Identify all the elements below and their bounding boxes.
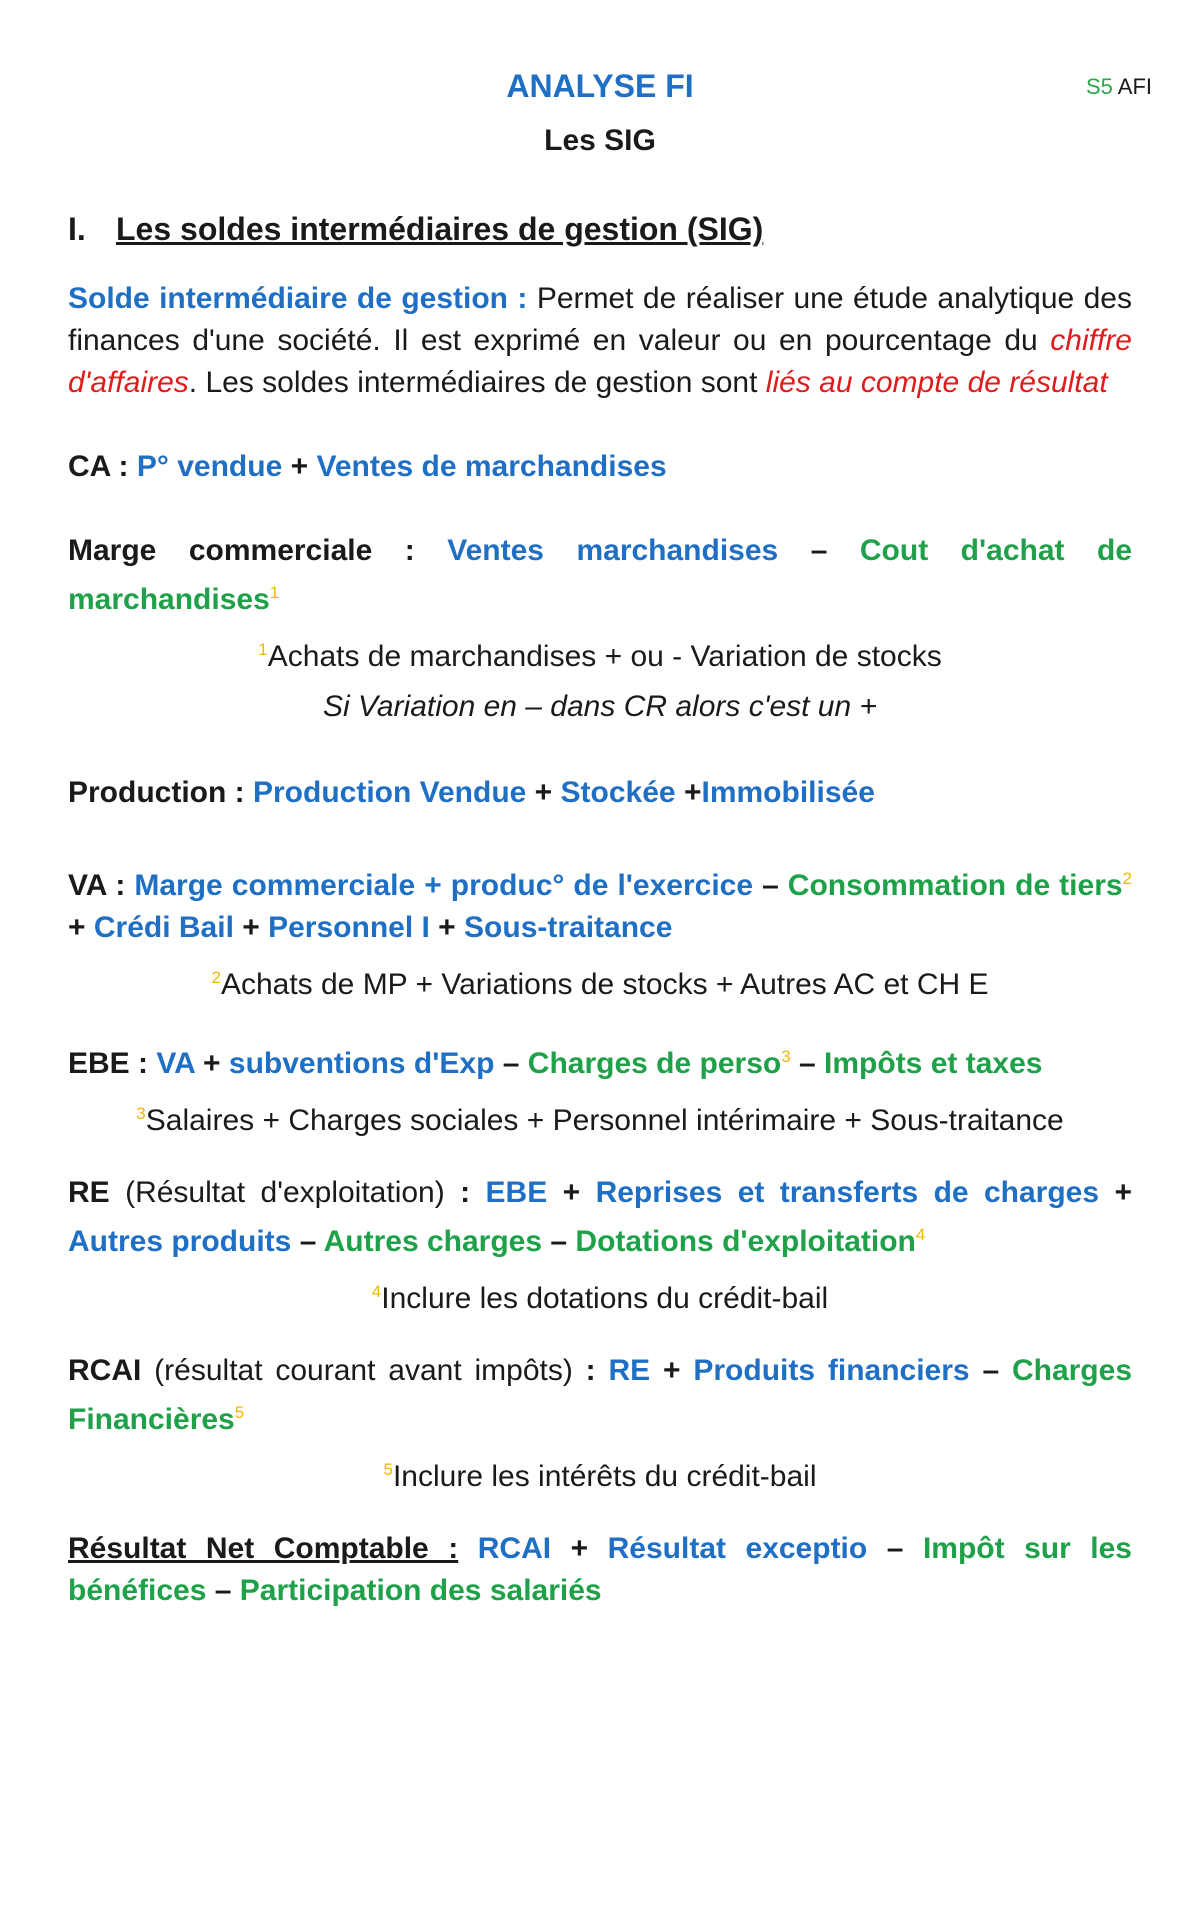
formula-operator: + — [526, 776, 561, 809]
formula-va — [68, 858, 1132, 949]
formula-term: Charges Financières — [68, 1354, 1132, 1436]
formula-re — [68, 1172, 1132, 1263]
formula-operator: + — [282, 450, 317, 483]
formula-rcai — [68, 1350, 1132, 1441]
formula-term: Autres charges — [323, 1225, 543, 1258]
formula-operator: + — [194, 1047, 229, 1080]
footnote-text: Achats de marchandises + ou - Variation de stocks — [267, 640, 942, 673]
footnote-text: Inclure les dotations du crédit-bail — [381, 1282, 829, 1315]
footnote-re — [68, 1271, 1132, 1320]
formula-term: Dotations d'exploitation — [575, 1225, 916, 1258]
formula-term: VA — [156, 1047, 195, 1080]
footnote-marker: 1 — [258, 640, 268, 659]
formula-operator: – — [753, 869, 788, 902]
formula-term: Impôt sur les bénéfices — [68, 1532, 1132, 1607]
definition-text-1: Permet de réaliser une étude analytique des finances d'une société. Il est exprimé en valeur ou en pourcentage du — [68, 282, 1132, 357]
formula-label: Marge commerciale : — [68, 534, 448, 567]
formula-operator: + — [547, 1176, 596, 1209]
formula-term: Ventes marchandises — [447, 534, 779, 567]
formula-label: RCAI — [68, 1354, 142, 1387]
formula-term: Reprises et transferts de charges — [595, 1176, 1100, 1209]
definition-term: Solde intermédiaire de gestion : — [68, 282, 528, 315]
formula-term: Marge commerciale + produc° de l'exercice — [134, 869, 754, 902]
definition-highlight-1: chiffre d'affaires — [68, 324, 1132, 399]
formula-operator: – — [291, 1225, 324, 1258]
formula-ca — [68, 446, 1132, 488]
formula-operator: – — [790, 1047, 825, 1080]
formula-term: Produits financiers — [693, 1354, 970, 1387]
formula-term: Ventes de marchandises — [316, 450, 667, 483]
formula-term: Autres produits — [68, 1225, 292, 1258]
footnote-ref: 2 — [1122, 869, 1133, 888]
formula-term: Production Vendue — [252, 776, 527, 809]
formula-operator: – — [969, 1354, 1012, 1387]
footnote-marker: 5 — [383, 1460, 393, 1479]
formula-ebe — [68, 1036, 1132, 1085]
formula-term: Crédi Bail — [93, 911, 234, 944]
formula-label: VA : — [68, 869, 135, 902]
formula-marge-commerciale — [68, 530, 1132, 621]
formula-term: subventions d'Exp — [228, 1047, 495, 1080]
footnote-marker: 3 — [136, 1104, 146, 1123]
footnote-marge-variation: Si Variation en – dans CR alors c'est un + — [322, 690, 878, 723]
footnote-marker: 2 — [211, 968, 221, 987]
formula-label: Résultat Net Comptable : — [68, 1532, 459, 1565]
formula-colon: : — [460, 1176, 486, 1209]
definition-paragraph — [68, 278, 1132, 404]
footnote-text: Achats de MP + Variations de stocks + Autres AC et CH E — [220, 968, 989, 1001]
formula-operator: + — [1099, 1176, 1132, 1209]
formula-term: RE — [608, 1354, 651, 1387]
formula-term: Consommation de tiers — [787, 869, 1123, 902]
footnote-ref: 5 — [234, 1403, 245, 1422]
formula-term: Stockée — [560, 776, 676, 809]
formula-space — [458, 1532, 478, 1565]
formula-operator: – — [778, 534, 860, 567]
formula-term: Résultat exceptio — [607, 1532, 868, 1565]
formula-operator: – — [867, 1532, 923, 1565]
definition-text-2: . Les soldes intermédiaires de gestion sont — [188, 366, 766, 399]
page-subtitle: Les SIG — [544, 124, 656, 157]
formula-operator: + — [233, 911, 269, 944]
formula-operator: – — [542, 1225, 576, 1258]
footnote-marker: 4 — [371, 1282, 382, 1301]
footnote-va — [68, 957, 1132, 1006]
section-title: Les soldes intermédiaires de gestion (SIG) — [116, 211, 764, 247]
footnote-ref: 3 — [781, 1047, 791, 1066]
formula-operator: + — [650, 1354, 694, 1387]
formula-term: Charges de perso — [527, 1047, 782, 1080]
footnote-ref: 1 — [269, 583, 280, 602]
formula-term: Sous-traitance — [464, 911, 673, 944]
formula-term: Personnel I — [268, 911, 430, 944]
formula-production — [68, 772, 1132, 814]
formula-operator: + — [429, 911, 465, 944]
footnote-marge — [68, 629, 1132, 678]
formula-label: EBE : — [68, 1047, 157, 1080]
formula-operator: – — [494, 1047, 528, 1080]
formula-description: (résultat courant avant impôts) — [141, 1354, 586, 1387]
formula-term: EBE — [485, 1176, 548, 1209]
footnote-text: Salaires + Charges sociales + Personnel intérimaire + Sous-traitance — [145, 1104, 1064, 1137]
formula-description: (Résultat d'exploitation) — [109, 1176, 461, 1209]
section-number: I. — [68, 211, 86, 247]
formula-operator: + — [675, 776, 702, 809]
formula-term: Cout d'achat de marchandises — [68, 534, 1133, 616]
formula-operator: + — [68, 911, 94, 944]
footnote-text: Inclure les intérêts du crédit-bail — [392, 1460, 817, 1493]
formula-label: RE — [68, 1176, 110, 1209]
formula-term: Impôts et taxes — [824, 1047, 1043, 1080]
formula-resultat-net — [68, 1528, 1132, 1612]
footnote-ref: 4 — [915, 1225, 926, 1244]
footnote-ebe — [68, 1093, 1132, 1142]
formula-term: P° vendue — [136, 450, 283, 483]
formula-operator: – — [206, 1574, 240, 1607]
course-code: AFI — [1117, 74, 1152, 99]
formula-term: Immobilisée — [701, 776, 875, 809]
page-title: ANALYSE FI — [506, 68, 694, 104]
formula-term: Participation des salariés — [239, 1574, 602, 1607]
document-body — [68, 208, 1132, 1612]
definition-highlight-2: liés au compte de résultat — [765, 366, 1108, 399]
formula-colon: : — [585, 1354, 609, 1387]
formula-operator: + — [551, 1532, 608, 1565]
formula-label: Production : — [68, 776, 253, 809]
formula-label: CA : — [68, 450, 137, 483]
footnote-rcai — [68, 1449, 1132, 1498]
section-heading — [68, 208, 1132, 250]
semester-label: S5 — [1085, 74, 1113, 99]
formula-term: RCAI — [477, 1532, 552, 1565]
